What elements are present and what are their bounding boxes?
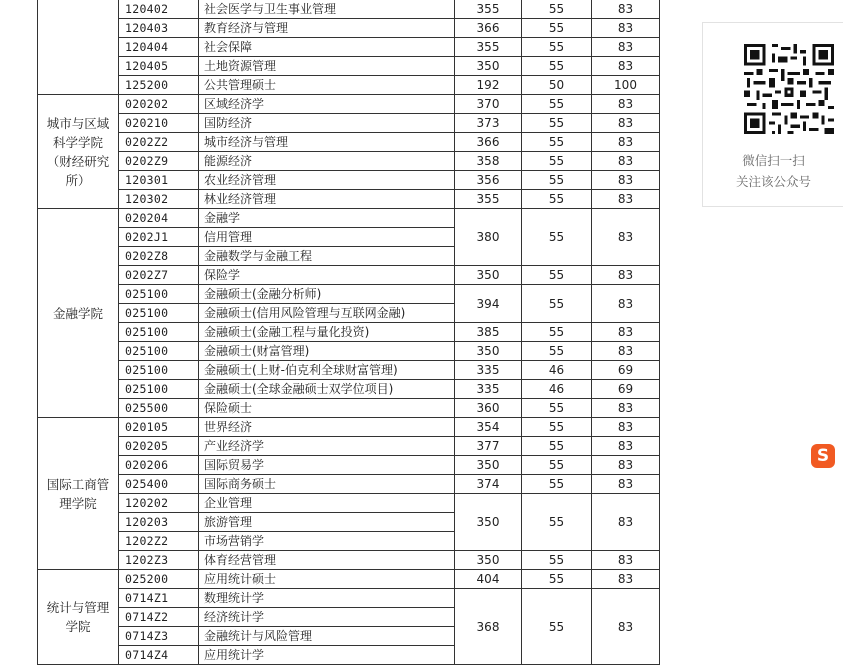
college-cell: 金融学院 <box>38 209 119 418</box>
total-score-cell: 335 <box>455 380 522 399</box>
major-name-cell: 金融硕士(财富管理) <box>199 342 455 361</box>
major-name-cell: 国际贸易学 <box>199 456 455 475</box>
single-subject-100-cell: 55 <box>522 0 592 19</box>
total-score-cell: 394 <box>455 285 522 323</box>
table-row <box>38 57 660 76</box>
total-score-cell: 360 <box>455 399 522 418</box>
major-name-cell: 金融统计与风险管理 <box>199 627 455 646</box>
major-code-cell: 0714Z3 <box>119 627 199 646</box>
major-code-cell: 120405 <box>119 57 199 76</box>
qr-caption-line-2: 关注该公众号 <box>735 174 811 189</box>
table-row <box>38 361 660 380</box>
total-score-cell: 355 <box>455 190 522 209</box>
total-score-cell: 350 <box>455 342 522 361</box>
single-subject-100-cell: 50 <box>522 76 592 95</box>
total-score-cell: 354 <box>455 418 522 437</box>
major-code-cell: 020202 <box>119 95 199 114</box>
major-code-cell: 025400 <box>119 475 199 494</box>
major-code-cell: 0202Z9 <box>119 152 199 171</box>
single-subject-100-cell: 46 <box>522 380 592 399</box>
single-subject-100-cell: 55 <box>522 342 592 361</box>
major-name-cell: 应用统计学 <box>199 646 455 665</box>
total-score-cell: 350 <box>455 551 522 570</box>
major-name-cell: 金融数学与金融工程 <box>199 247 455 266</box>
major-name-cell: 土地资源管理 <box>199 57 455 76</box>
single-subject-100-cell: 55 <box>522 551 592 570</box>
single-subject-150-cell: 83 <box>592 114 660 133</box>
single-subject-100-cell: 55 <box>522 114 592 133</box>
major-code-cell: 025100 <box>119 380 199 399</box>
single-subject-100-cell: 55 <box>522 285 592 323</box>
major-name-cell: 保险硕士 <box>199 399 455 418</box>
major-code-cell: 025100 <box>119 304 199 323</box>
table-row <box>38 456 660 475</box>
major-code-cell: 0202Z8 <box>119 247 199 266</box>
total-score-cell: 380 <box>455 209 522 266</box>
major-code-cell: 0202Z7 <box>119 266 199 285</box>
major-code-cell: 1202Z2 <box>119 532 199 551</box>
major-code-cell: 020206 <box>119 456 199 475</box>
major-code-cell: 025200 <box>119 570 199 589</box>
table-row <box>38 494 660 513</box>
single-subject-100-cell: 55 <box>522 323 592 342</box>
total-score-cell: 192 <box>455 76 522 95</box>
single-subject-100-cell: 55 <box>522 456 592 475</box>
total-score-cell: 373 <box>455 114 522 133</box>
table-row <box>38 38 660 57</box>
table-row <box>38 266 660 285</box>
major-name-cell: 市场营销学 <box>199 532 455 551</box>
total-score-cell: 374 <box>455 475 522 494</box>
single-subject-150-cell: 83 <box>592 494 660 551</box>
single-subject-150-cell: 83 <box>592 418 660 437</box>
table-row <box>38 171 660 190</box>
single-subject-100-cell: 55 <box>522 171 592 190</box>
table-row <box>38 209 660 228</box>
major-name-cell: 农业经济管理 <box>199 171 455 190</box>
major-code-cell: 125200 <box>119 76 199 95</box>
single-subject-150-cell: 83 <box>592 285 660 323</box>
total-score-cell: 366 <box>455 133 522 152</box>
single-subject-150-cell: 83 <box>592 171 660 190</box>
sogou-icon-letter: S <box>816 446 830 466</box>
major-code-cell: 0714Z2 <box>119 608 199 627</box>
major-code-cell: 1202Z3 <box>119 551 199 570</box>
single-subject-150-cell: 83 <box>592 19 660 38</box>
table-row <box>38 133 660 152</box>
single-subject-100-cell: 55 <box>522 266 592 285</box>
major-code-cell: 025100 <box>119 285 199 304</box>
single-subject-100-cell: 46 <box>522 361 592 380</box>
major-name-cell: 体育经营管理 <box>199 551 455 570</box>
single-subject-150-cell: 83 <box>592 57 660 76</box>
single-subject-100-cell: 55 <box>522 494 592 551</box>
major-code-cell: 020204 <box>119 209 199 228</box>
total-score-cell: 335 <box>455 361 522 380</box>
single-subject-150-cell: 83 <box>592 0 660 19</box>
major-code-cell: 120402 <box>119 0 199 19</box>
major-code-cell: 025500 <box>119 399 199 418</box>
single-subject-100-cell: 55 <box>522 570 592 589</box>
total-score-cell: 366 <box>455 19 522 38</box>
single-subject-150-cell: 83 <box>592 570 660 589</box>
major-code-cell: 120202 <box>119 494 199 513</box>
single-subject-150-cell: 83 <box>592 323 660 342</box>
total-score-cell: 350 <box>455 456 522 475</box>
college-cell <box>38 0 119 95</box>
total-score-cell: 355 <box>455 0 522 19</box>
single-subject-150-cell: 83 <box>592 399 660 418</box>
single-subject-150-cell: 83 <box>592 456 660 475</box>
major-name-cell: 社会保障 <box>199 38 455 57</box>
wechat-qr-card <box>702 22 843 207</box>
single-subject-150-cell: 83 <box>592 589 660 665</box>
single-subject-150-cell: 83 <box>592 190 660 209</box>
single-subject-150-cell: 83 <box>592 551 660 570</box>
single-subject-150-cell: 83 <box>592 152 660 171</box>
table-row <box>38 570 660 589</box>
major-code-cell: 020105 <box>119 418 199 437</box>
major-code-cell: 120302 <box>119 190 199 209</box>
major-code-cell: 020205 <box>119 437 199 456</box>
major-code-cell: 120403 <box>119 19 199 38</box>
major-code-cell: 0202Z2 <box>119 133 199 152</box>
total-score-cell: 350 <box>455 57 522 76</box>
table-row <box>38 475 660 494</box>
table-row <box>38 114 660 133</box>
major-code-cell: 025100 <box>119 342 199 361</box>
total-score-cell: 370 <box>455 95 522 114</box>
total-score-cell: 404 <box>455 570 522 589</box>
table-row <box>38 0 660 19</box>
major-name-cell: 经济统计学 <box>199 608 455 627</box>
single-subject-100-cell: 55 <box>522 399 592 418</box>
single-subject-100-cell: 55 <box>522 152 592 171</box>
major-name-cell: 金融硕士(上财-伯克利全球财富管理) <box>199 361 455 380</box>
total-score-cell: 385 <box>455 323 522 342</box>
table-row <box>38 380 660 399</box>
major-name-cell: 社会医学与卫生事业管理 <box>199 0 455 19</box>
single-subject-150-cell: 83 <box>592 342 660 361</box>
major-name-cell: 金融学 <box>199 209 455 228</box>
table-row <box>38 95 660 114</box>
single-subject-150-cell: 83 <box>592 266 660 285</box>
major-name-cell: 教育经济与管理 <box>199 19 455 38</box>
major-code-cell: 020210 <box>119 114 199 133</box>
major-name-cell: 区域经济学 <box>199 95 455 114</box>
single-subject-150-cell: 83 <box>592 95 660 114</box>
major-code-cell: 120404 <box>119 38 199 57</box>
single-subject-100-cell: 55 <box>522 19 592 38</box>
single-subject-150-cell: 69 <box>592 380 660 399</box>
single-subject-150-cell: 100 <box>592 76 660 95</box>
single-subject-150-cell: 83 <box>592 437 660 456</box>
single-subject-100-cell: 55 <box>522 209 592 266</box>
major-name-cell: 国际商务硕士 <box>199 475 455 494</box>
single-subject-100-cell: 55 <box>522 190 592 209</box>
single-subject-100-cell: 55 <box>522 437 592 456</box>
sogou-input-icon[interactable] <box>811 444 835 468</box>
total-score-cell: 377 <box>455 437 522 456</box>
single-subject-100-cell: 55 <box>522 475 592 494</box>
major-name-cell: 城市经济与管理 <box>199 133 455 152</box>
single-subject-100-cell: 55 <box>522 57 592 76</box>
major-code-cell: 0714Z1 <box>119 589 199 608</box>
table-row <box>38 152 660 171</box>
score-table-body <box>38 0 660 665</box>
single-subject-150-cell: 83 <box>592 38 660 57</box>
single-subject-150-cell: 83 <box>592 209 660 266</box>
major-name-cell: 能源经济 <box>199 152 455 171</box>
major-code-cell: 0202J1 <box>119 228 199 247</box>
major-name-cell: 金融硕士(全球金融硕士双学位项目) <box>199 380 455 399</box>
single-subject-100-cell: 55 <box>522 133 592 152</box>
total-score-cell: 350 <box>455 266 522 285</box>
table-row <box>38 190 660 209</box>
major-name-cell: 公共管理硕士 <box>199 76 455 95</box>
total-score-cell: 356 <box>455 171 522 190</box>
college-cell: 国际工商管理学院 <box>38 418 119 570</box>
table-row <box>38 437 660 456</box>
table-row <box>38 323 660 342</box>
major-code-cell: 0714Z4 <box>119 646 199 665</box>
table-row <box>38 418 660 437</box>
single-subject-150-cell: 83 <box>592 475 660 494</box>
single-subject-100-cell: 55 <box>522 95 592 114</box>
qr-code-icon <box>744 44 834 134</box>
table-row <box>38 342 660 361</box>
single-subject-100-cell: 55 <box>522 418 592 437</box>
total-score-cell: 358 <box>455 152 522 171</box>
major-name-cell: 金融硕士(信用风险管理与互联网金融) <box>199 304 455 323</box>
table-row <box>38 76 660 95</box>
table-row <box>38 399 660 418</box>
major-name-cell: 国防经济 <box>199 114 455 133</box>
major-name-cell: 金融硕士(金融分析师) <box>199 285 455 304</box>
major-name-cell: 企业管理 <box>199 494 455 513</box>
table-row <box>38 19 660 38</box>
major-code-cell: 120301 <box>119 171 199 190</box>
qr-caption-line-1: 微信扫一扫 <box>742 153 805 168</box>
single-subject-150-cell: 83 <box>592 133 660 152</box>
major-code-cell: 025100 <box>119 323 199 342</box>
major-name-cell: 信用管理 <box>199 228 455 247</box>
major-name-cell: 旅游管理 <box>199 513 455 532</box>
major-code-cell: 025100 <box>119 361 199 380</box>
college-cell: 城市与区域科学学院（财经研究所） <box>38 95 119 209</box>
score-table <box>37 0 660 665</box>
total-score-cell: 350 <box>455 494 522 551</box>
major-name-cell: 产业经济学 <box>199 437 455 456</box>
total-score-cell: 368 <box>455 589 522 665</box>
major-name-cell: 世界经济 <box>199 418 455 437</box>
total-score-cell: 355 <box>455 38 522 57</box>
table-row <box>38 551 660 570</box>
major-name-cell: 保险学 <box>199 266 455 285</box>
major-name-cell: 应用统计硕士 <box>199 570 455 589</box>
major-name-cell: 林业经济管理 <box>199 190 455 209</box>
college-cell: 统计与管理学院 <box>38 570 119 665</box>
table-row <box>38 589 660 608</box>
major-name-cell: 数理统计学 <box>199 589 455 608</box>
table-row <box>38 285 660 304</box>
single-subject-100-cell: 55 <box>522 38 592 57</box>
major-name-cell: 金融硕士(金融工程与量化投资) <box>199 323 455 342</box>
single-subject-150-cell: 69 <box>592 361 660 380</box>
single-subject-100-cell: 55 <box>522 589 592 665</box>
major-code-cell: 120203 <box>119 513 199 532</box>
